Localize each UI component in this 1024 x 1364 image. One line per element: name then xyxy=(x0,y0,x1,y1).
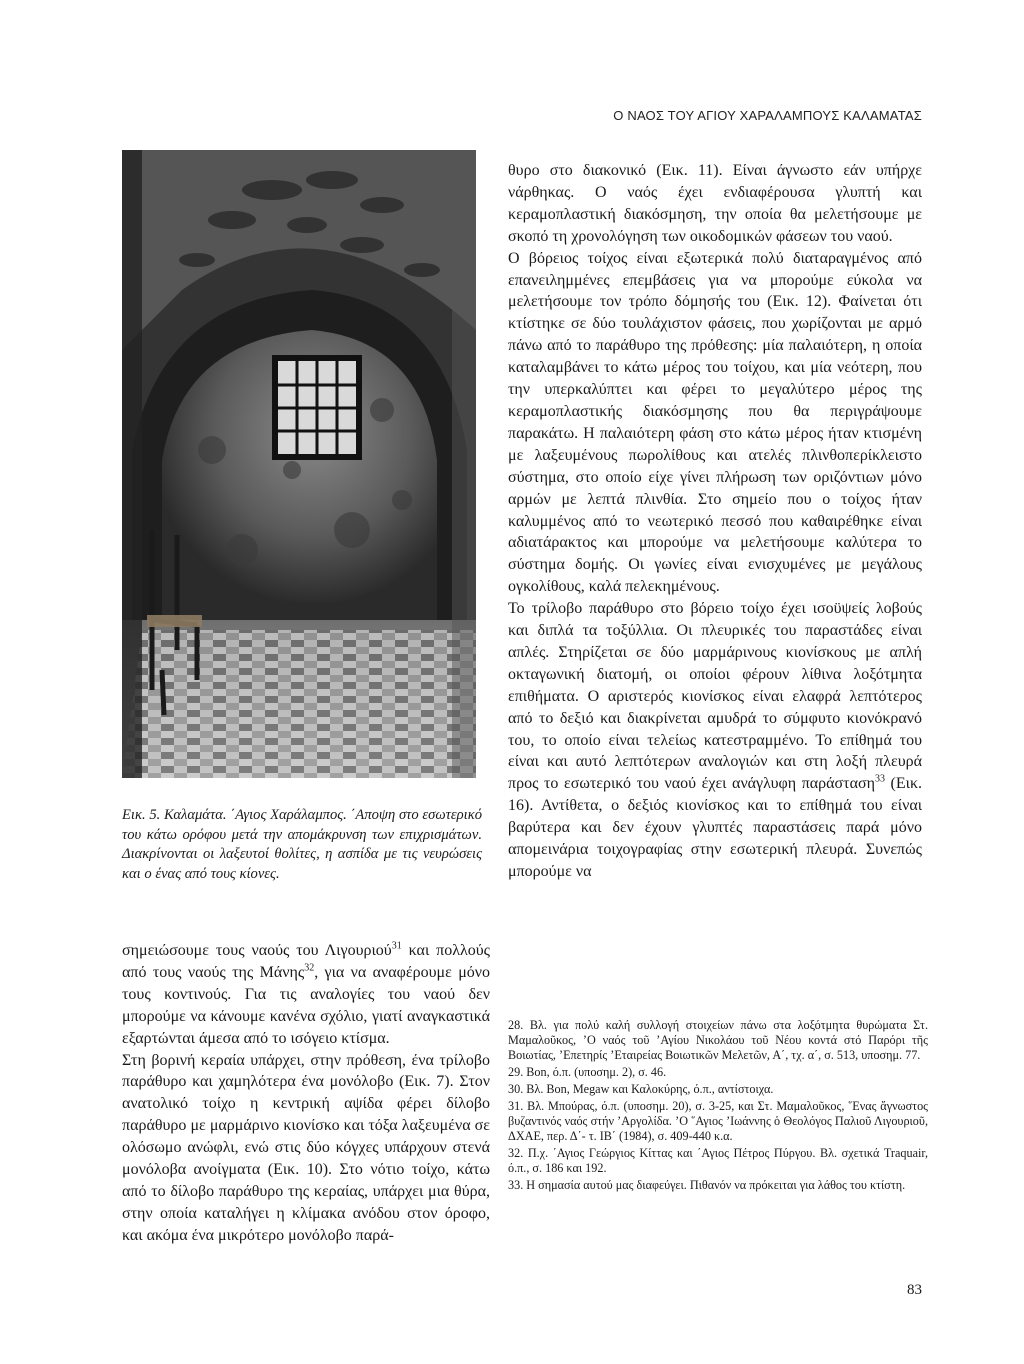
paragraph xyxy=(508,598,922,883)
footnote: 29. Bon, ό.π. (υποσημ. 2), σ. 46. xyxy=(508,1065,667,1080)
footnote: 31. Βλ. Μπούρας, ό.π. (υποσημ. 20), σ. 3-25, και Στ. Μαμαλοῦκος, ῞Ενας ἄγνωστος βυζαντινός ναός στήν ʼΑργολίδα. ʼΟ ῞Αγιος ʼΙωάννης ὁ Θεολόγος Παλιοῦ Λιγουριοῦ, ΔΧΑΕ, περ. Δ΄- τ. ΙΒ΄ (1984), σ. 409-440 κ.α. xyxy=(508,1098,928,1144)
page-number: 83 xyxy=(907,1282,922,1298)
paragraph: Στη βορινή κεραία υπάρχει, στην πρόθεση, ένα τρίλοβο παράθυρο και χαμηλότερα ένα μονόλοβο (Εικ. 7). Στον ανατολικό τοίχο η κεντρική αψίδα φέρει δίλοβο παράθυρο με μαρμάρινο κιονίσκο και τόξα λαξευμένα σε ολόσωμο ανώφλι, ενώ στις δύο κόγχες υπάρχουν στενά μονόλοβα ανοίγματα (Εικ. 10). Στο νότιο τοίχο, κάτω από το δίλοβο παράθυρο της κεραίας, υπάρχει μια θύρα, στην οποία καταλήγει η κλίμακα ανόδου στον όροφο, και ακόμα ένα μικρότερο μονόλοβο παρά- xyxy=(122,1051,490,1244)
figure-photo xyxy=(122,150,476,778)
footnote-ref: 32 xyxy=(304,962,315,974)
footnote-ref: 33 xyxy=(874,774,885,786)
right-column xyxy=(508,160,922,883)
footnotes xyxy=(508,1018,928,1195)
paragraph: θυρο στο διακονικό (Εικ. 11). Είναι άγνωστο εάν υπήρχε νάρθηκας. Ο ναός έχει ενδιαφέρουσα γλυπτή και κεραμοπλαστική διακόσμηση, την οποία θα μελετήσουμε με σκοπό τη χρονολόγηση των οικοδομικών φάσεων του ναού. xyxy=(508,162,922,245)
footnote: 28. Βλ. για πολύ καλή συλλογή στοιχείων πάνω στα λοξότμητα θυρώματα Στ. Μαμαλοῦκος, ʼΟ ναός τοῦ ʼΑγίου Νικολάου τοῦ Νέου κοντά στό Παρόρι τῆς Βοιωτίας, ʼΕπετηρίς ʼΕταιρείας Βοιωτικῶν Μελετῶν, Α΄, τχ. α΄, σ. 513, υποσημ. 77. xyxy=(508,1018,928,1063)
footnote: 32. Π.χ. ΄Αγιος Γεώργιος Κίττας και ΄Αγιος Πέτρος Πύργου. Βλ. σχετικά Traquair, ό.π., σ. 186 και 192. xyxy=(508,1146,928,1176)
running-head: Ο ΝΑΟΣ ΤΟΥ ΑΓΙΟΥ ΧΑΡΑΛΑΜΠΟΥΣ ΚΑΛΑΜΑΤΑΣ xyxy=(613,108,922,123)
text-run: Το τρίλοβο παράθυρο στο βόρειο τοίχο έχει ισοϋψείς λοβούς και διπλά τα τοξύλλια. Οι πλευρικές του παραστάδες είναι απλές. Στηρίζεται σε δύο μαρμάρινους κιονίσκους με απλή οκταγωνική διατομή, οι οποίοι φέρουν λίθινα λοξότμητα επιθήματα. Ο αριστερός κιονίσκος είναι ελαφρά λεπτότερος από το δεξιό και διακρίνεται αμυδρά το σύμφυτο κιονόκρανό του, το οποίο είναι τελείως κατεστραμμένο. Το επίθημά του είναι και αυτό λεπτότερων αναλογιών και στη λοξή πλευρά προς το εσωτερικό του ναού έχει ανάγλυφη παράσταση xyxy=(508,600,922,793)
paragraph xyxy=(122,940,490,1050)
left-column xyxy=(122,940,490,1247)
text-run: (Εικ. 16). Αντίθετα, ο δεξιός κιονίσκος και το επίθημά του είναι βαρύτερα και δεν έχουν γλυπτές παραστάσεις παρά μόνο απομεινάρια τοιχογραφίας στην εσωτερική πλευρά. Συνεπώς μπορούμε να xyxy=(508,775,922,880)
footnote-ref: 31 xyxy=(391,940,402,952)
paragraph: Ο βόρειος τοίχος είναι εξωτερικά πολύ διαταραγμένος από επανειλημμένες επεμβάσεις για να μπορούμε εύκολα να μελετήσουμε τον τρόπο δόμησής του (Εικ. 12). Φαίνεται ότι κτίστηκε σε δύο τουλάχιστον φάσεις, που χωρίζονται με αρμό πάνω από το παράθυρο της πρόθεσης: μία παλαιότερη, η οποία καταλαμβάνει το κάτω μέρος του τοίχου, και μία νεότερη, που την υπερκαλύπτει και φέρει το μεγαλύτερο μέρος της κεραμοπλαστικής διακόσμησης που θα περιγράψουμε παρακάτω. Η παλαιότερη φάση στο κάτω μέρος ήταν κτισμένη με λαξευμένους πωρολίθους και ατελές πλινθοπερίκλειστο σύστημα, στο οποίο είχε γίνει πλήρωση των οριζόντιων μόνο αρμών με λεπτά πλινθία. Στο σημείο που ο τοίχος ήταν καλυμμένος από το νεωτερικό πεσσό που καθαιρέθηκε είναι αδιατάρακτος και μπορούμε να μελετήσουμε καλύτερα το σύστημα δομής. Οι γωνίες είναι ενισχυμένες με μεγάλους ογκολίθους, καλά πελεκημένους. xyxy=(508,249,922,596)
text-run: , για να αναφέρουμε μόνο τους κοντινούς. Για τις αναλογίες του ναού δεν μπορούμε να κάνουμε κανένα σχόλιο, γιατί αναγκαστικά εξαρτώνται άμεσα από το ισόγειο κτίσμα. xyxy=(122,963,491,1047)
footnote: 33. Η σημασία αυτού μας διαφεύγει. Πιθανόν να πρόκειται για λάθος του κτίστη. xyxy=(508,1178,906,1192)
text-run: και πολλούς από τους ναούς της Μάνης xyxy=(122,942,491,981)
church-interior-photo xyxy=(122,150,476,778)
footnote: 30. Βλ. Bon, Megaw και Καλοκύρης, ό.π., αντίστοιχα. xyxy=(508,1082,774,1096)
figure-caption: Εικ. 5. Καλαμάτα. ΄Αγιος Χαράλαμπος. ΄Αποψη στο εσωτερικό του κάτω ορόφου μετά την απομάκρυνση των επιχρισμάτων. Διακρίνονται οι λαξευτοί θολίτες, η ασπίδα με τις νευρώσεις και ο ένας από τους κίονες. xyxy=(122,807,482,882)
text-run: σημειώσουμε τους ναούς του Λιγουριού xyxy=(122,942,392,959)
